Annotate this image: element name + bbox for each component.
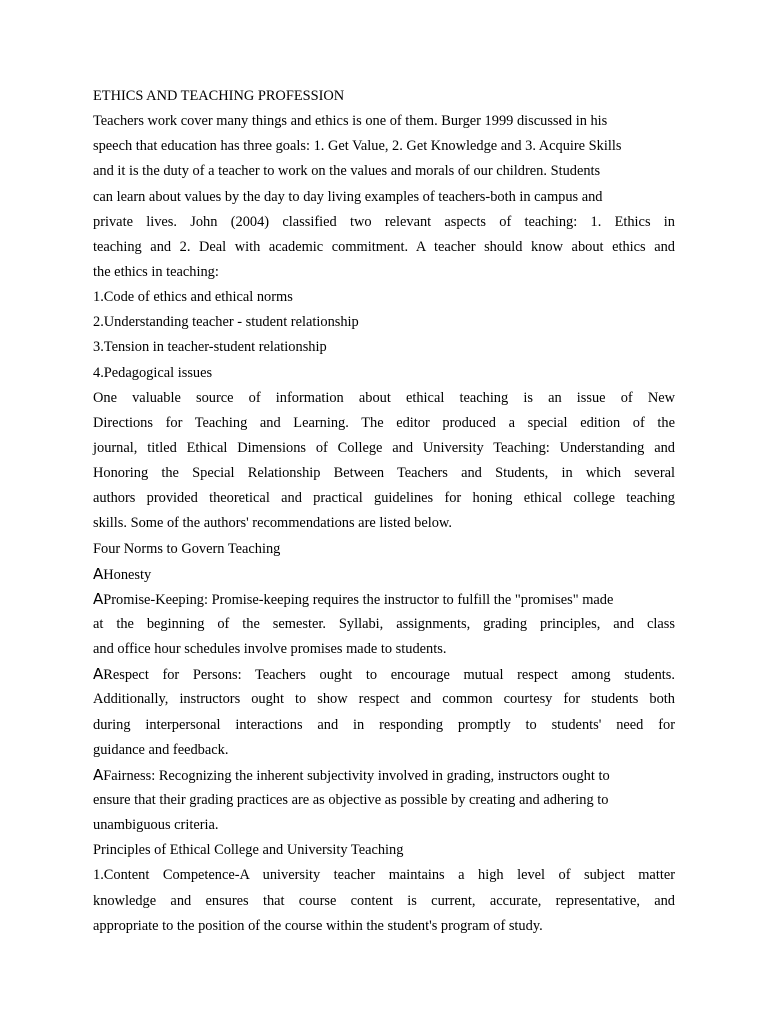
text-line: knowledge and ensures that course content is current, accurate, representative, and xyxy=(93,892,675,909)
bullet-glyph: A xyxy=(93,589,104,608)
bullet-glyph: A xyxy=(93,564,104,583)
text-line: guidance and feedback. xyxy=(93,741,229,758)
text-line: Teachers work cover many things and ethics is one of them. Burger 1999 discussed in his xyxy=(93,113,608,130)
text-line: Directions for Teaching and Learning. The editor produced a special edition of the xyxy=(93,414,675,431)
list-item: 3.Tension in teacher-student relationship xyxy=(93,339,327,356)
norm-respect xyxy=(93,662,675,763)
text-line: 1.Content Competence-A university teacher maintains a high level of subject matter xyxy=(93,867,675,884)
paragraph-sources xyxy=(93,386,675,537)
list-item: 4.Pedagogical issues xyxy=(93,364,213,381)
text-line: and it is the duty of a teacher to work on the values and morals of our children. Students xyxy=(93,163,601,180)
norm-label: Honesty xyxy=(103,566,152,583)
list-item xyxy=(93,763,675,788)
text-line: during interpersonal interactions and in responding promptly to students' need for xyxy=(93,716,675,733)
paragraph-intro xyxy=(93,109,675,285)
text-line: the ethics in teaching: xyxy=(93,263,219,280)
text-line: Additionally, instructors ought to show respect and common courtesy for students both xyxy=(93,691,675,708)
text-line: Fairness: Recognizing the inherent subjectivity involved in grading, instructors ought to xyxy=(103,767,610,784)
text-line: private lives. John (2004) classified two relevant aspects of teaching: 1. Ethics in xyxy=(93,213,675,230)
list-item xyxy=(93,562,675,587)
text-line: skills. Some of the authors' recommendations are listed below. xyxy=(93,515,452,532)
text-line: Respect for Persons: Teachers ought to encourage mutual respect among students. xyxy=(103,667,675,684)
text-line: One valuable source of information about ethical teaching is an issue of New xyxy=(93,389,675,406)
text-line: speech that education has three goals: 1. Get Value, 2. Get Knowledge and 3. Acquire Skills xyxy=(93,138,622,155)
list-item xyxy=(93,587,675,612)
document-title: ETHICS AND TEACHING PROFESSION xyxy=(93,88,345,104)
norms-heading: Four Norms to Govern Teaching xyxy=(93,540,281,557)
text-line: Promise-Keeping: Promise-keeping requires the instructor to fulfill the "promises" made xyxy=(103,591,614,608)
norm-fairness xyxy=(93,763,675,838)
principle-content-competence xyxy=(93,863,675,938)
aspects-list xyxy=(93,285,675,386)
norm-promise-keeping xyxy=(93,587,675,662)
text-line: ensure that their grading practices are as objective as possible by creating and adhering to xyxy=(93,791,609,808)
list-item: 1.Code of ethics and ethical norms xyxy=(93,289,293,306)
text-line: authors provided theoretical and practical guidelines for honing ethical college teaching xyxy=(93,490,675,507)
text-line: journal, titled Ethical Dimensions of College and University Teaching: Understanding and xyxy=(93,439,675,456)
text-line: appropriate to the position of the course within the student's program of study. xyxy=(93,917,543,934)
text-line: Honoring the Special Relationship Between Teachers and Students, in which several xyxy=(93,465,675,482)
norm-honesty xyxy=(93,562,675,587)
principles-heading: Principles of Ethical College and University Teaching xyxy=(93,842,404,859)
document-body xyxy=(93,84,675,939)
bullet-glyph: A xyxy=(93,765,104,784)
list-item: 2.Understanding teacher - student relationship xyxy=(93,314,359,331)
text-line: and office hour schedules involve promises made to students. xyxy=(93,641,447,658)
bullet-glyph: A xyxy=(93,665,104,684)
text-line: can learn about values by the day to day living examples of teachers-both in campus and xyxy=(93,188,603,205)
list-item xyxy=(93,662,675,687)
text-line: unambiguous criteria. xyxy=(93,817,219,834)
text-line: teaching and 2. Deal with academic commitment. A teacher should know about ethics and xyxy=(93,238,675,255)
text-line: at the beginning of the semester. Syllabi, assignments, grading principles, and class xyxy=(93,615,675,632)
